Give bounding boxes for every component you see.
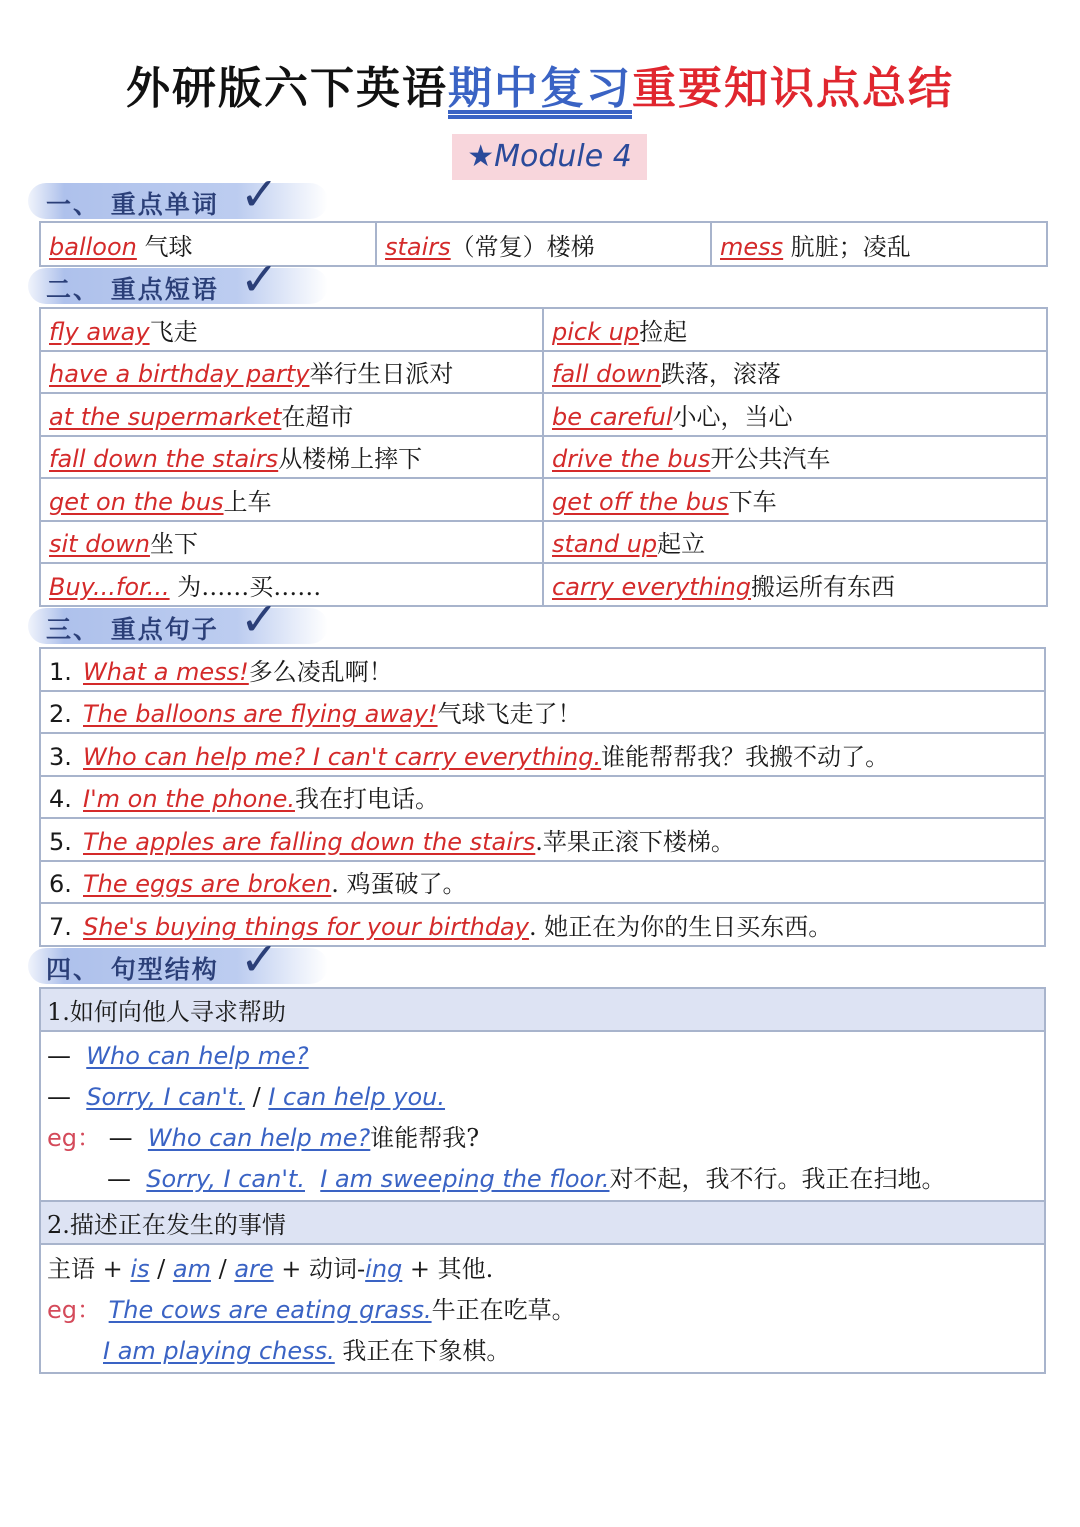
phrase-cn: 坐下 bbox=[149, 530, 198, 559]
dash: — bbox=[47, 1083, 71, 1111]
formula-ing: ing bbox=[365, 1255, 403, 1283]
table-row bbox=[40, 478, 1047, 521]
table-row bbox=[40, 733, 1045, 776]
table-row bbox=[40, 563, 1047, 606]
structure-line bbox=[47, 1036, 1044, 1077]
answer-text: Sorry, I can't. bbox=[86, 1083, 245, 1111]
phrase-cn: 从楼梯上摔下 bbox=[278, 445, 423, 474]
phrase-cn: 在超市 bbox=[281, 402, 354, 431]
word-cell bbox=[40, 222, 376, 266]
slash: / bbox=[244, 1083, 269, 1111]
structure-line bbox=[47, 1159, 1044, 1200]
structure-body-row bbox=[40, 1244, 1045, 1373]
section-header-structures bbox=[28, 932, 328, 986]
structure-heading: 1.如何向他人寻求帮助 bbox=[40, 988, 1045, 1031]
sentence-cn: . 鸡蛋破了。 bbox=[331, 870, 467, 899]
sentence-en: The eggs are broken bbox=[83, 870, 332, 899]
table-row bbox=[40, 861, 1045, 904]
phrase-en: carry everything bbox=[552, 572, 752, 601]
phrase-cell bbox=[40, 308, 543, 351]
table-row bbox=[40, 222, 1047, 266]
word-en: mess bbox=[720, 232, 784, 261]
phrase-en: pick up bbox=[552, 317, 640, 346]
sentence-en: Who can help me? I can't carry everything. bbox=[83, 742, 602, 771]
sentence-cell bbox=[40, 733, 1045, 776]
example-question-cn: 谁能帮我? bbox=[370, 1124, 480, 1152]
phrase-cell bbox=[40, 478, 543, 521]
words-table bbox=[39, 221, 1048, 267]
sentence-cn: 谁能帮帮我？我搬不动了。 bbox=[601, 742, 890, 771]
sentence-en: She's buying things for your birthday bbox=[83, 912, 529, 941]
structures-table bbox=[39, 987, 1046, 1374]
phrase-cn: 上车 bbox=[223, 487, 272, 516]
sentence-number: 5. bbox=[49, 827, 72, 856]
structure-body-row bbox=[40, 1031, 1045, 1201]
sentence-en: The balloons are flying away! bbox=[83, 700, 438, 729]
sentence-cell bbox=[40, 691, 1045, 734]
example-sentence: The cows are eating grass. bbox=[108, 1296, 432, 1324]
word-en: stairs bbox=[385, 232, 451, 261]
phrase-cell bbox=[543, 563, 1047, 606]
phrase-cell bbox=[40, 351, 543, 394]
section-label: 三、 重点句子 bbox=[46, 615, 219, 644]
title-part-1: 外研版六下英语 bbox=[126, 63, 448, 114]
word-cell bbox=[376, 222, 711, 266]
sentences-table bbox=[39, 647, 1046, 947]
example-sentence: I am playing chess. bbox=[103, 1337, 335, 1365]
example-question: Who can help me? bbox=[147, 1124, 371, 1152]
phrase-en: have a birthday party bbox=[49, 360, 310, 389]
phrase-cell bbox=[543, 308, 1047, 351]
phrase-cell bbox=[40, 521, 543, 564]
section-label: 四、 句型结构 bbox=[46, 955, 219, 984]
phrase-cn: 起立 bbox=[657, 530, 706, 559]
phrase-cell bbox=[40, 563, 543, 606]
sentence-cell bbox=[40, 861, 1045, 904]
sentence-en: What a mess! bbox=[83, 657, 249, 686]
formula-am: am bbox=[172, 1255, 211, 1283]
structure-header-row bbox=[40, 988, 1045, 1031]
example-answer-cn: 对不起，我不行。我正在扫地。 bbox=[609, 1165, 946, 1193]
phrase-cell bbox=[40, 393, 543, 436]
section-header-phrases bbox=[28, 252, 328, 306]
dash: — bbox=[47, 1042, 71, 1070]
sentence-number: 7. bbox=[49, 912, 72, 941]
table-row bbox=[40, 691, 1045, 734]
structure-heading: 2.描述正在发生的事情 bbox=[40, 1201, 1045, 1244]
phrase-cn: 搬运所有东西 bbox=[751, 572, 896, 601]
title-part-2: 期中复习 bbox=[448, 63, 632, 114]
phrase-en: get off the bus bbox=[552, 487, 729, 516]
sentence-number: 6. bbox=[49, 870, 72, 899]
sentence-number: 2. bbox=[49, 700, 72, 729]
check-icon: ✓ bbox=[240, 167, 279, 221]
table-row bbox=[40, 818, 1045, 861]
section-header-sentences bbox=[28, 592, 328, 646]
question-text: Who can help me? bbox=[86, 1042, 309, 1070]
structure-line bbox=[47, 1331, 1044, 1372]
table-row bbox=[40, 521, 1047, 564]
table-row bbox=[40, 308, 1047, 351]
phrase-cell bbox=[543, 393, 1047, 436]
phrase-cell bbox=[543, 436, 1047, 479]
title-part-3: 重要知识点总结 bbox=[632, 63, 954, 114]
word-en: balloon bbox=[49, 232, 137, 261]
answer-text: I can help you. bbox=[268, 1083, 446, 1111]
dash: — bbox=[108, 1124, 133, 1152]
eg-label: eg： bbox=[47, 1296, 101, 1324]
phrase-cn: 为……买…… bbox=[169, 572, 322, 601]
module-badge: ★Module 4 bbox=[452, 134, 647, 180]
section-header-words bbox=[28, 167, 328, 221]
structure-header-row bbox=[40, 1201, 1045, 1244]
phrase-cell bbox=[543, 478, 1047, 521]
example-sentence-cn: 我正在下象棋。 bbox=[334, 1337, 511, 1365]
phrase-en: fly away bbox=[49, 317, 150, 346]
phrase-en: Buy...for... bbox=[49, 572, 170, 601]
sentence-cell bbox=[40, 903, 1045, 946]
phrase-en: sit down bbox=[49, 530, 150, 559]
phrase-cn: 跌落，滚落 bbox=[660, 360, 781, 389]
sentence-cn: .苹果正滚下楼梯。 bbox=[535, 827, 735, 856]
sentence-cn: 多么凌乱啊！ bbox=[248, 657, 393, 686]
phrase-en: get on the bus bbox=[49, 487, 224, 516]
structure-line bbox=[47, 1290, 1044, 1331]
phrases-table bbox=[39, 307, 1048, 607]
phrase-cell bbox=[543, 351, 1047, 394]
formula-verb: + 动词- bbox=[273, 1255, 366, 1283]
phrase-en: stand up bbox=[552, 530, 658, 559]
formula-rest: + 其他. bbox=[402, 1255, 494, 1283]
table-row bbox=[40, 648, 1045, 691]
table-row bbox=[40, 351, 1047, 394]
example-answer: Sorry, I can't. bbox=[146, 1165, 305, 1193]
slash: / bbox=[149, 1255, 173, 1283]
phrase-cn: 开公共汽车 bbox=[710, 445, 831, 474]
table-row bbox=[40, 776, 1045, 819]
word-cn: （常复）楼梯 bbox=[450, 232, 595, 261]
structure-line bbox=[47, 1118, 1044, 1159]
phrase-cell bbox=[40, 436, 543, 479]
sentence-en: The apples are falling down the stairs bbox=[83, 827, 536, 856]
structure-line bbox=[47, 1077, 1044, 1118]
sentence-number: 4. bbox=[49, 785, 72, 814]
section-label: 一、 重点单词 bbox=[46, 190, 219, 219]
sentence-cell bbox=[40, 648, 1045, 691]
word-cell bbox=[711, 222, 1047, 266]
phrase-en: be careful bbox=[552, 402, 673, 431]
sentence-cn: 气球飞走了！ bbox=[437, 700, 582, 729]
phrase-cn: 举行生日派对 bbox=[309, 360, 454, 389]
page-title bbox=[0, 52, 1080, 116]
example-sentence-cn: 牛正在吃草。 bbox=[431, 1296, 576, 1324]
sentence-number: 1. bbox=[49, 657, 72, 686]
table-row bbox=[40, 393, 1047, 436]
sentence-cell bbox=[40, 818, 1045, 861]
eg-label: eg： bbox=[47, 1124, 101, 1152]
sentence-en: I'm on the phone. bbox=[83, 785, 295, 814]
structure-body bbox=[40, 1031, 1045, 1201]
check-icon: ✓ bbox=[240, 932, 279, 986]
word-cn: 气球 bbox=[136, 232, 193, 261]
slash: / bbox=[210, 1255, 235, 1283]
sentence-cell bbox=[40, 776, 1045, 819]
structure-body bbox=[40, 1244, 1045, 1373]
check-icon: ✓ bbox=[240, 252, 279, 306]
section-label: 二、 重点短语 bbox=[46, 275, 219, 304]
word-cn: 肮脏；凌乱 bbox=[783, 232, 911, 261]
phrase-en: at the supermarket bbox=[49, 402, 282, 431]
table-row bbox=[40, 436, 1047, 479]
sentence-number: 3. bbox=[49, 742, 72, 771]
sentence-cn: . 她正在为你的生日买东西。 bbox=[528, 912, 833, 941]
dash: — bbox=[107, 1165, 131, 1193]
formula-are: are bbox=[234, 1255, 274, 1283]
phrase-cn: 捡起 bbox=[639, 317, 688, 346]
sentence-cn: 我在打电话。 bbox=[294, 785, 439, 814]
table-row bbox=[40, 903, 1045, 946]
phrase-cn: 小心，当心 bbox=[672, 402, 793, 431]
phrase-en: drive the bus bbox=[552, 445, 711, 474]
formula-subject: 主语 + bbox=[47, 1255, 131, 1283]
example-answer: I am sweeping the floor. bbox=[320, 1165, 610, 1193]
phrase-cn: 下车 bbox=[728, 487, 777, 516]
phrase-en: fall down the stairs bbox=[49, 445, 279, 474]
formula-line bbox=[47, 1249, 1044, 1290]
phrase-cell bbox=[543, 521, 1047, 564]
check-icon: ✓ bbox=[240, 592, 279, 646]
phrase-en: fall down bbox=[552, 360, 661, 389]
phrase-cn: 飞走 bbox=[149, 317, 198, 346]
formula-is: is bbox=[130, 1255, 150, 1283]
